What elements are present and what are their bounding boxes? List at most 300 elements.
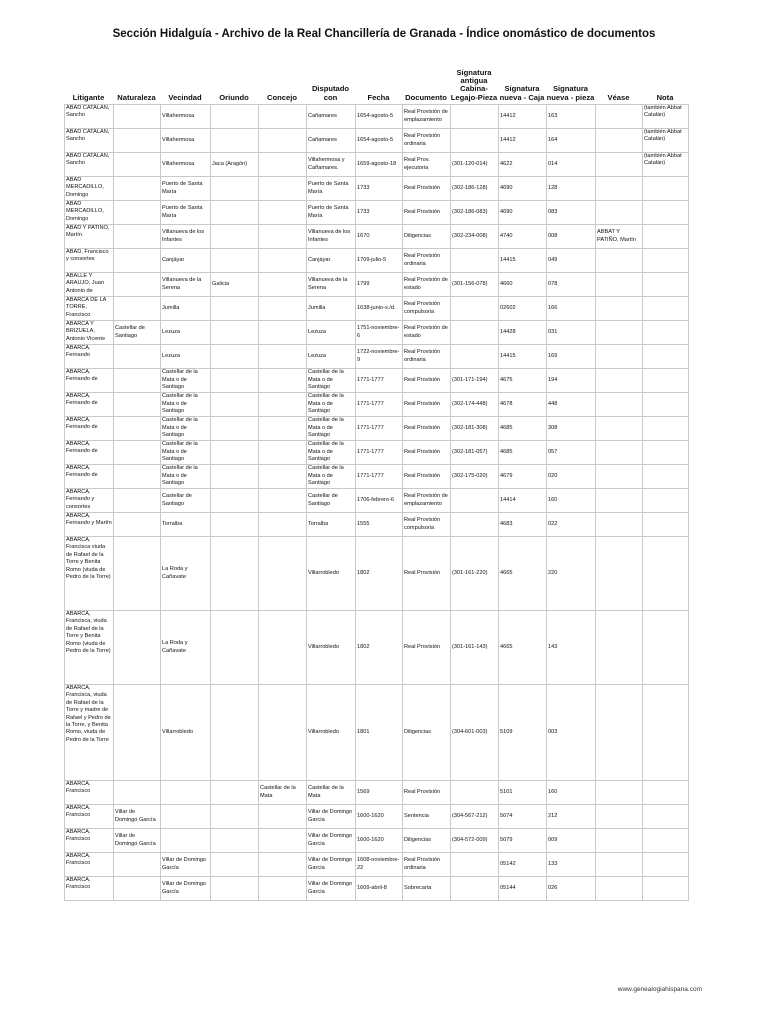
header-litigante: Litigante bbox=[72, 92, 105, 102]
cell-oriundo bbox=[211, 537, 259, 611]
table-row bbox=[65, 249, 689, 273]
cell-naturaleza bbox=[114, 513, 161, 537]
cell-pieza: 166 bbox=[547, 297, 596, 321]
cell-disputado: Puerto de Santa María bbox=[307, 201, 356, 225]
cell-documento: Real Provisión de emplazamiento bbox=[403, 105, 451, 129]
cell-disputado: Castellar de la Mata o de Santiago bbox=[307, 369, 356, 393]
cell-documento: Diligencias bbox=[403, 225, 451, 249]
cell-litigante: ABARCA, Fernando bbox=[65, 345, 114, 369]
cell-concejo bbox=[259, 345, 307, 369]
table-row bbox=[65, 345, 689, 369]
cell-naturaleza bbox=[114, 153, 161, 177]
cell-fecha: 1670 bbox=[356, 225, 403, 249]
table-body bbox=[65, 105, 689, 901]
cell-vease bbox=[596, 685, 643, 781]
cell-antigua: (302-181-308) bbox=[451, 417, 499, 441]
cell-fecha: 1638-junio-s./d. bbox=[356, 297, 403, 321]
header-oriundo: Oriundo bbox=[219, 92, 249, 102]
cell-vease bbox=[596, 153, 643, 177]
cell-oriundo bbox=[211, 129, 259, 153]
table-row bbox=[65, 153, 689, 177]
cell-litigante: ABARCA Y BRIZUELA, Antonio Vicente bbox=[65, 321, 114, 345]
cell-vease bbox=[596, 877, 643, 901]
table-row bbox=[65, 369, 689, 393]
cell-disputado: Villar de Domingo García bbox=[307, 805, 356, 829]
cell-fecha: 1600-1620 bbox=[356, 829, 403, 853]
cell-antigua: (302-174-448) bbox=[451, 393, 499, 417]
cell-documento: Real Provisión bbox=[403, 393, 451, 417]
cell-documento: Real Provisión bbox=[403, 611, 451, 685]
cell-litigante: ABARCA, Francisco bbox=[65, 877, 114, 901]
cell-caja: 02602 bbox=[499, 297, 547, 321]
cell-naturaleza bbox=[114, 441, 161, 465]
cell-vease bbox=[596, 393, 643, 417]
cell-oriundo bbox=[211, 489, 259, 513]
cell-disputado: Canjáyar bbox=[307, 249, 356, 273]
cell-litigante: ABARCA, Francisco bbox=[65, 805, 114, 829]
cell-oriundo bbox=[211, 225, 259, 249]
cell-litigante: ABARCA DE LA TORRE, Francisco bbox=[65, 297, 114, 321]
cell-fecha: 1771-1777 bbox=[356, 417, 403, 441]
cell-oriundo bbox=[211, 417, 259, 441]
cell-documento: Real Provisión compulsoria bbox=[403, 513, 451, 537]
cell-pieza: 308 bbox=[547, 417, 596, 441]
cell-oriundo bbox=[211, 393, 259, 417]
cell-pieza: 164 bbox=[547, 129, 596, 153]
cell-concejo bbox=[259, 611, 307, 685]
header-signatura-caja: Signatura nueva - Caja bbox=[499, 84, 545, 102]
cell-fecha: 1802 bbox=[356, 537, 403, 611]
cell-documento: Real Provisión ordinaria bbox=[403, 853, 451, 877]
cell-antigua bbox=[451, 781, 499, 805]
cell-fecha: 1771-1777 bbox=[356, 465, 403, 489]
cell-naturaleza bbox=[114, 129, 161, 153]
cell-antigua: (302-186-128) bbox=[451, 177, 499, 201]
cell-oriundo bbox=[211, 611, 259, 685]
cell-antigua: (301-161-220) bbox=[451, 537, 499, 611]
cell-antigua bbox=[451, 297, 499, 321]
cell-oriundo bbox=[211, 201, 259, 225]
cell-disputado: Puerto de Santa María bbox=[307, 177, 356, 201]
cell-nota bbox=[643, 201, 689, 225]
cell-litigante: ABARCA, Fernando de bbox=[65, 369, 114, 393]
cell-vease bbox=[596, 829, 643, 853]
cell-nota bbox=[643, 513, 689, 537]
cell-nota bbox=[643, 297, 689, 321]
cell-concejo bbox=[259, 393, 307, 417]
cell-vease bbox=[596, 201, 643, 225]
cell-litigante: ABARCA, Francisca, viuda de Rafael de la Torre y madre de Rafael y Pedro de la Torre, y Benita Romo, viuda de Pedro de la Torre bbox=[65, 685, 114, 781]
cell-vecindad: Castellar de Santiago bbox=[161, 489, 211, 513]
cell-concejo bbox=[259, 853, 307, 877]
cell-concejo bbox=[259, 177, 307, 201]
cell-vecindad: Villarrobledo bbox=[161, 685, 211, 781]
header-concejo: Concejo bbox=[267, 92, 297, 102]
cell-concejo bbox=[259, 153, 307, 177]
cell-nota bbox=[643, 877, 689, 901]
cell-naturaleza bbox=[114, 853, 161, 877]
cell-documento: Real Provisión de estado bbox=[403, 321, 451, 345]
cell-documento: Real Provisión bbox=[403, 201, 451, 225]
cell-vease bbox=[596, 537, 643, 611]
cell-documento: Real Provisión bbox=[403, 465, 451, 489]
cell-fecha: 1802 bbox=[356, 611, 403, 685]
cell-antigua bbox=[451, 105, 499, 129]
cell-fecha: 1751-noviembre-6 bbox=[356, 321, 403, 345]
cell-caja: 4690 bbox=[499, 177, 547, 201]
cell-fecha: 1654-agosto-5 bbox=[356, 129, 403, 153]
table-row bbox=[65, 781, 689, 805]
cell-naturaleza bbox=[114, 201, 161, 225]
cell-litigante: ABAD CATALÁN, Sancho bbox=[65, 153, 114, 177]
cell-vease bbox=[596, 249, 643, 273]
cell-concejo bbox=[259, 465, 307, 489]
cell-disputado: Villar de Domingo García bbox=[307, 853, 356, 877]
cell-caja: 4678 bbox=[499, 393, 547, 417]
cell-pieza: 133 bbox=[547, 853, 596, 877]
cell-oriundo bbox=[211, 805, 259, 829]
cell-antigua: (301-171-194) bbox=[451, 369, 499, 393]
cell-oriundo bbox=[211, 877, 259, 901]
cell-antigua bbox=[451, 877, 499, 901]
cell-disputado: Villarrobledo bbox=[307, 611, 356, 685]
table-row bbox=[65, 393, 689, 417]
cell-caja: 4685 bbox=[499, 417, 547, 441]
cell-vease bbox=[596, 177, 643, 201]
cell-caja: 5074 bbox=[499, 805, 547, 829]
cell-antigua bbox=[451, 489, 499, 513]
cell-caja: 14414 bbox=[499, 489, 547, 513]
cell-litigante: ABARCA, Fernando y consortes bbox=[65, 489, 114, 513]
cell-vecindad: Villahermosa bbox=[161, 105, 211, 129]
cell-pieza: 026 bbox=[547, 877, 596, 901]
cell-caja: 4660 bbox=[499, 273, 547, 297]
cell-vease bbox=[596, 369, 643, 393]
cell-naturaleza bbox=[114, 225, 161, 249]
cell-litigante: ABALLE Y ARAUJO, Juan Antonio de bbox=[65, 273, 114, 297]
cell-vecindad: Villahermosa bbox=[161, 129, 211, 153]
cell-oriundo bbox=[211, 105, 259, 129]
cell-naturaleza bbox=[114, 297, 161, 321]
cell-vecindad bbox=[161, 781, 211, 805]
header-documento: Documento bbox=[405, 92, 447, 102]
cell-documento: Real Provisión bbox=[403, 781, 451, 805]
cell-antigua bbox=[451, 853, 499, 877]
cell-concejo bbox=[259, 105, 307, 129]
header-nota: Nota bbox=[656, 92, 674, 102]
cell-pieza: 128 bbox=[547, 177, 596, 201]
cell-nota bbox=[643, 781, 689, 805]
cell-litigante: ABAD CATALÁN, Sancho bbox=[65, 105, 114, 129]
cell-nota bbox=[643, 273, 689, 297]
cell-antigua bbox=[451, 129, 499, 153]
cell-concejo bbox=[259, 249, 307, 273]
cell-vecindad: Canjáyar bbox=[161, 249, 211, 273]
cell-nota bbox=[643, 465, 689, 489]
cell-vease bbox=[596, 805, 643, 829]
cell-naturaleza bbox=[114, 781, 161, 805]
table-row bbox=[65, 297, 689, 321]
cell-litigante: ABAD MERCADILLO, Domingo bbox=[65, 177, 114, 201]
cell-oriundo bbox=[211, 853, 259, 877]
cell-naturaleza bbox=[114, 685, 161, 781]
cell-antigua: (304-601-003) bbox=[451, 685, 499, 781]
cell-vease: ABBAT Y PATIÑO, Martín bbox=[596, 225, 643, 249]
cell-pieza: 143 bbox=[547, 611, 596, 685]
cell-naturaleza bbox=[114, 345, 161, 369]
cell-litigante: ABAD, Francisco y consortes bbox=[65, 249, 114, 273]
cell-nota bbox=[643, 369, 689, 393]
cell-pieza: 009 bbox=[547, 829, 596, 853]
cell-concejo bbox=[259, 513, 307, 537]
cell-vease bbox=[596, 781, 643, 805]
cell-litigante: ABARCA, Francisco bbox=[65, 781, 114, 805]
cell-pieza: 169 bbox=[547, 345, 596, 369]
cell-caja: 14412 bbox=[499, 105, 547, 129]
cell-disputado: Castellar de la Mata o de Santiago bbox=[307, 393, 356, 417]
cell-vecindad: Jumilla bbox=[161, 297, 211, 321]
cell-nota bbox=[643, 225, 689, 249]
cell-documento: Real Provisión bbox=[403, 537, 451, 611]
cell-documento: Sentencia bbox=[403, 805, 451, 829]
cell-concejo bbox=[259, 805, 307, 829]
cell-vease bbox=[596, 417, 643, 441]
cell-vease bbox=[596, 853, 643, 877]
cell-disputado: Villarrobledo bbox=[307, 537, 356, 611]
header-signatura-antigua: Signatura antigua Cabina-Legajo-Pieza bbox=[450, 67, 498, 102]
cell-concejo bbox=[259, 321, 307, 345]
table-row bbox=[65, 201, 689, 225]
table-row bbox=[65, 441, 689, 465]
cell-naturaleza bbox=[114, 877, 161, 901]
cell-vease bbox=[596, 345, 643, 369]
cell-naturaleza: Villar de Domingo García bbox=[114, 829, 161, 853]
cell-nota bbox=[643, 177, 689, 201]
cell-antigua bbox=[451, 345, 499, 369]
cell-litigante: ABARCA, Fernando de bbox=[65, 441, 114, 465]
cell-documento: Real Provisión de emplazamiento bbox=[403, 489, 451, 513]
cell-caja: 14412 bbox=[499, 129, 547, 153]
cell-caja: 4665 bbox=[499, 537, 547, 611]
cell-caja: 14415 bbox=[499, 345, 547, 369]
cell-naturaleza bbox=[114, 393, 161, 417]
cell-documento: Real Provisión bbox=[403, 441, 451, 465]
cell-antigua bbox=[451, 321, 499, 345]
cell-fecha: 1771-1777 bbox=[356, 369, 403, 393]
cell-vease bbox=[596, 273, 643, 297]
cell-documento: Real Provisión ordinaria bbox=[403, 129, 451, 153]
cell-caja: 4679 bbox=[499, 465, 547, 489]
cell-nota bbox=[643, 685, 689, 781]
cell-caja: 5109 bbox=[499, 685, 547, 781]
header-naturaleza: Naturaleza bbox=[117, 92, 156, 102]
cell-nota: (también Abbat Catalán) bbox=[643, 129, 689, 153]
table-row bbox=[65, 129, 689, 153]
cell-concejo bbox=[259, 129, 307, 153]
cell-pieza: 014 bbox=[547, 153, 596, 177]
cell-documento: Real Prov. ejecutoria bbox=[403, 153, 451, 177]
cell-vecindad: Villar de Domingo García bbox=[161, 877, 211, 901]
cell-disputado: Villarrobledo bbox=[307, 685, 356, 781]
table-row bbox=[65, 225, 689, 249]
cell-disputado: Castellar de la Mata o de Santiago bbox=[307, 417, 356, 441]
cell-caja: 4690 bbox=[499, 201, 547, 225]
cell-fecha: 1654-agosto-5 bbox=[356, 105, 403, 129]
cell-litigante: ABAD MERCADILLO, Domingo bbox=[65, 201, 114, 225]
cell-caja: 4685 bbox=[499, 441, 547, 465]
cell-vease bbox=[596, 465, 643, 489]
cell-concejo bbox=[259, 877, 307, 901]
table-row bbox=[65, 537, 689, 611]
cell-oriundo bbox=[211, 441, 259, 465]
table-row bbox=[65, 177, 689, 201]
cell-vease bbox=[596, 611, 643, 685]
cell-disputado: Castellar de la Mata bbox=[307, 781, 356, 805]
cell-litigante: ABARCA, Francisca viuda de Rafael de la Torre y Benita Romo (viuda de Pedro de la Torre) bbox=[65, 537, 114, 611]
cell-nota bbox=[643, 489, 689, 513]
cell-documento: Real Provisión compulsoria bbox=[403, 297, 451, 321]
cell-nota bbox=[643, 611, 689, 685]
cell-naturaleza bbox=[114, 611, 161, 685]
cell-vease bbox=[596, 129, 643, 153]
cell-caja: 4675 bbox=[499, 369, 547, 393]
cell-oriundo bbox=[211, 369, 259, 393]
cell-concejo bbox=[259, 441, 307, 465]
cell-fecha: 1733 bbox=[356, 201, 403, 225]
cell-naturaleza bbox=[114, 273, 161, 297]
cell-pieza: 022 bbox=[547, 513, 596, 537]
cell-documento: Sobrecarta bbox=[403, 877, 451, 901]
cell-litigante: ABARCA, Fernando de bbox=[65, 417, 114, 441]
cell-caja: 4683 bbox=[499, 513, 547, 537]
cell-disputado: Castellar de Santiago bbox=[307, 489, 356, 513]
cell-caja: 05142 bbox=[499, 853, 547, 877]
cell-oriundo bbox=[211, 781, 259, 805]
cell-pieza: 057 bbox=[547, 441, 596, 465]
cell-nota bbox=[643, 249, 689, 273]
cell-oriundo bbox=[211, 321, 259, 345]
cell-pieza: 212 bbox=[547, 805, 596, 829]
cell-antigua bbox=[451, 249, 499, 273]
cell-vease bbox=[596, 105, 643, 129]
cell-documento: Real Provisión ordinaria bbox=[403, 345, 451, 369]
cell-vease bbox=[596, 489, 643, 513]
cell-fecha: 1771-1777 bbox=[356, 441, 403, 465]
cell-nota: (también Abbat Catalán) bbox=[643, 105, 689, 129]
cell-vecindad: Villanueva de los Infantes bbox=[161, 225, 211, 249]
cell-documento: Real Provisión bbox=[403, 369, 451, 393]
cell-fecha: 1555 bbox=[356, 513, 403, 537]
cell-vecindad: Lezuza bbox=[161, 321, 211, 345]
cell-disputado: Cañamares bbox=[307, 105, 356, 129]
cell-caja: 14415 bbox=[499, 249, 547, 273]
cell-documento: Real Provisión ordinaria bbox=[403, 249, 451, 273]
cell-caja: 05144 bbox=[499, 877, 547, 901]
cell-oriundo: Galicia bbox=[211, 273, 259, 297]
cell-disputado: Villanueva de la Serena bbox=[307, 273, 356, 297]
cell-nota bbox=[643, 393, 689, 417]
cell-oriundo bbox=[211, 465, 259, 489]
cell-oriundo: Jaca (Aragón) bbox=[211, 153, 259, 177]
cell-concejo bbox=[259, 829, 307, 853]
cell-vecindad: Castellar de la Mata o de Santiago bbox=[161, 417, 211, 441]
cell-caja: 14428 bbox=[499, 321, 547, 345]
table-row bbox=[65, 829, 689, 853]
cell-oriundo bbox=[211, 513, 259, 537]
cell-caja: 4665 bbox=[499, 611, 547, 685]
cell-oriundo bbox=[211, 297, 259, 321]
cell-concejo bbox=[259, 417, 307, 441]
header-vecindad: Vecindad bbox=[168, 92, 202, 102]
cell-concejo: Castellar de la Mata bbox=[259, 781, 307, 805]
cell-concejo bbox=[259, 537, 307, 611]
cell-litigante: ABARCA, Francisco bbox=[65, 853, 114, 877]
cell-concejo bbox=[259, 201, 307, 225]
cell-pieza: 194 bbox=[547, 369, 596, 393]
cell-vecindad: Castellar de la Mata o de Santiago bbox=[161, 465, 211, 489]
table-row bbox=[65, 321, 689, 345]
header-signatura-pieza: Signatura nueva - pieza bbox=[546, 84, 595, 102]
cell-caja: 4622 bbox=[499, 153, 547, 177]
cell-litigante: ABAD Y PATIÑO, Martín bbox=[65, 225, 114, 249]
cell-vecindad: La Roda y Cañavate bbox=[161, 537, 211, 611]
cell-fecha: 1609-abril-8 bbox=[356, 877, 403, 901]
cell-naturaleza bbox=[114, 465, 161, 489]
table-row bbox=[65, 417, 689, 441]
cell-oriundo bbox=[211, 685, 259, 781]
cell-antigua: (301-120-014) bbox=[451, 153, 499, 177]
cell-pieza: 163 bbox=[547, 105, 596, 129]
cell-concejo bbox=[259, 297, 307, 321]
cell-nota bbox=[643, 417, 689, 441]
cell-disputado: Cañamares bbox=[307, 129, 356, 153]
cell-fecha: 1659-agosto-18 bbox=[356, 153, 403, 177]
cell-fecha: 1722-noviembre-9 bbox=[356, 345, 403, 369]
cell-pieza: 031 bbox=[547, 321, 596, 345]
cell-caja: 5101 bbox=[499, 781, 547, 805]
cell-vecindad: Torralba bbox=[161, 513, 211, 537]
cell-vecindad: Lezuza bbox=[161, 345, 211, 369]
header-disputado: Disputado con bbox=[311, 84, 350, 102]
cell-concejo bbox=[259, 225, 307, 249]
cell-litigante: ABAD CATALÁN, Sancho bbox=[65, 129, 114, 153]
cell-documento: Real Provisión bbox=[403, 417, 451, 441]
cell-nota bbox=[643, 345, 689, 369]
cell-oriundo bbox=[211, 249, 259, 273]
cell-pieza: 448 bbox=[547, 393, 596, 417]
cell-concejo bbox=[259, 685, 307, 781]
cell-vecindad: Villahermosa bbox=[161, 153, 211, 177]
cell-naturaleza: Villar de Domingo García bbox=[114, 805, 161, 829]
cell-antigua: (301-161-143) bbox=[451, 611, 499, 685]
cell-nota bbox=[643, 321, 689, 345]
cell-vecindad: Puerto de Santa María bbox=[161, 177, 211, 201]
page-title: Sección Hidalguía - Archivo de la Real Chancillería de Granada - Índice onomástico de documentos bbox=[112, 28, 656, 40]
cell-fecha: 1706-febrero-6 bbox=[356, 489, 403, 513]
table-row bbox=[65, 273, 689, 297]
cell-pieza: 003 bbox=[547, 685, 596, 781]
cell-pieza: 020 bbox=[547, 465, 596, 489]
cell-fecha: 1771-1777 bbox=[356, 393, 403, 417]
table-row bbox=[65, 105, 689, 129]
cell-litigante: ABARCA, Francisco bbox=[65, 829, 114, 853]
cell-pieza: 083 bbox=[547, 201, 596, 225]
cell-fecha: 1801 bbox=[356, 685, 403, 781]
header-fecha: Fecha bbox=[367, 92, 390, 102]
cell-naturaleza bbox=[114, 177, 161, 201]
cell-vecindad: Castellar de la Mata o de Santiago bbox=[161, 393, 211, 417]
cell-naturaleza bbox=[114, 105, 161, 129]
